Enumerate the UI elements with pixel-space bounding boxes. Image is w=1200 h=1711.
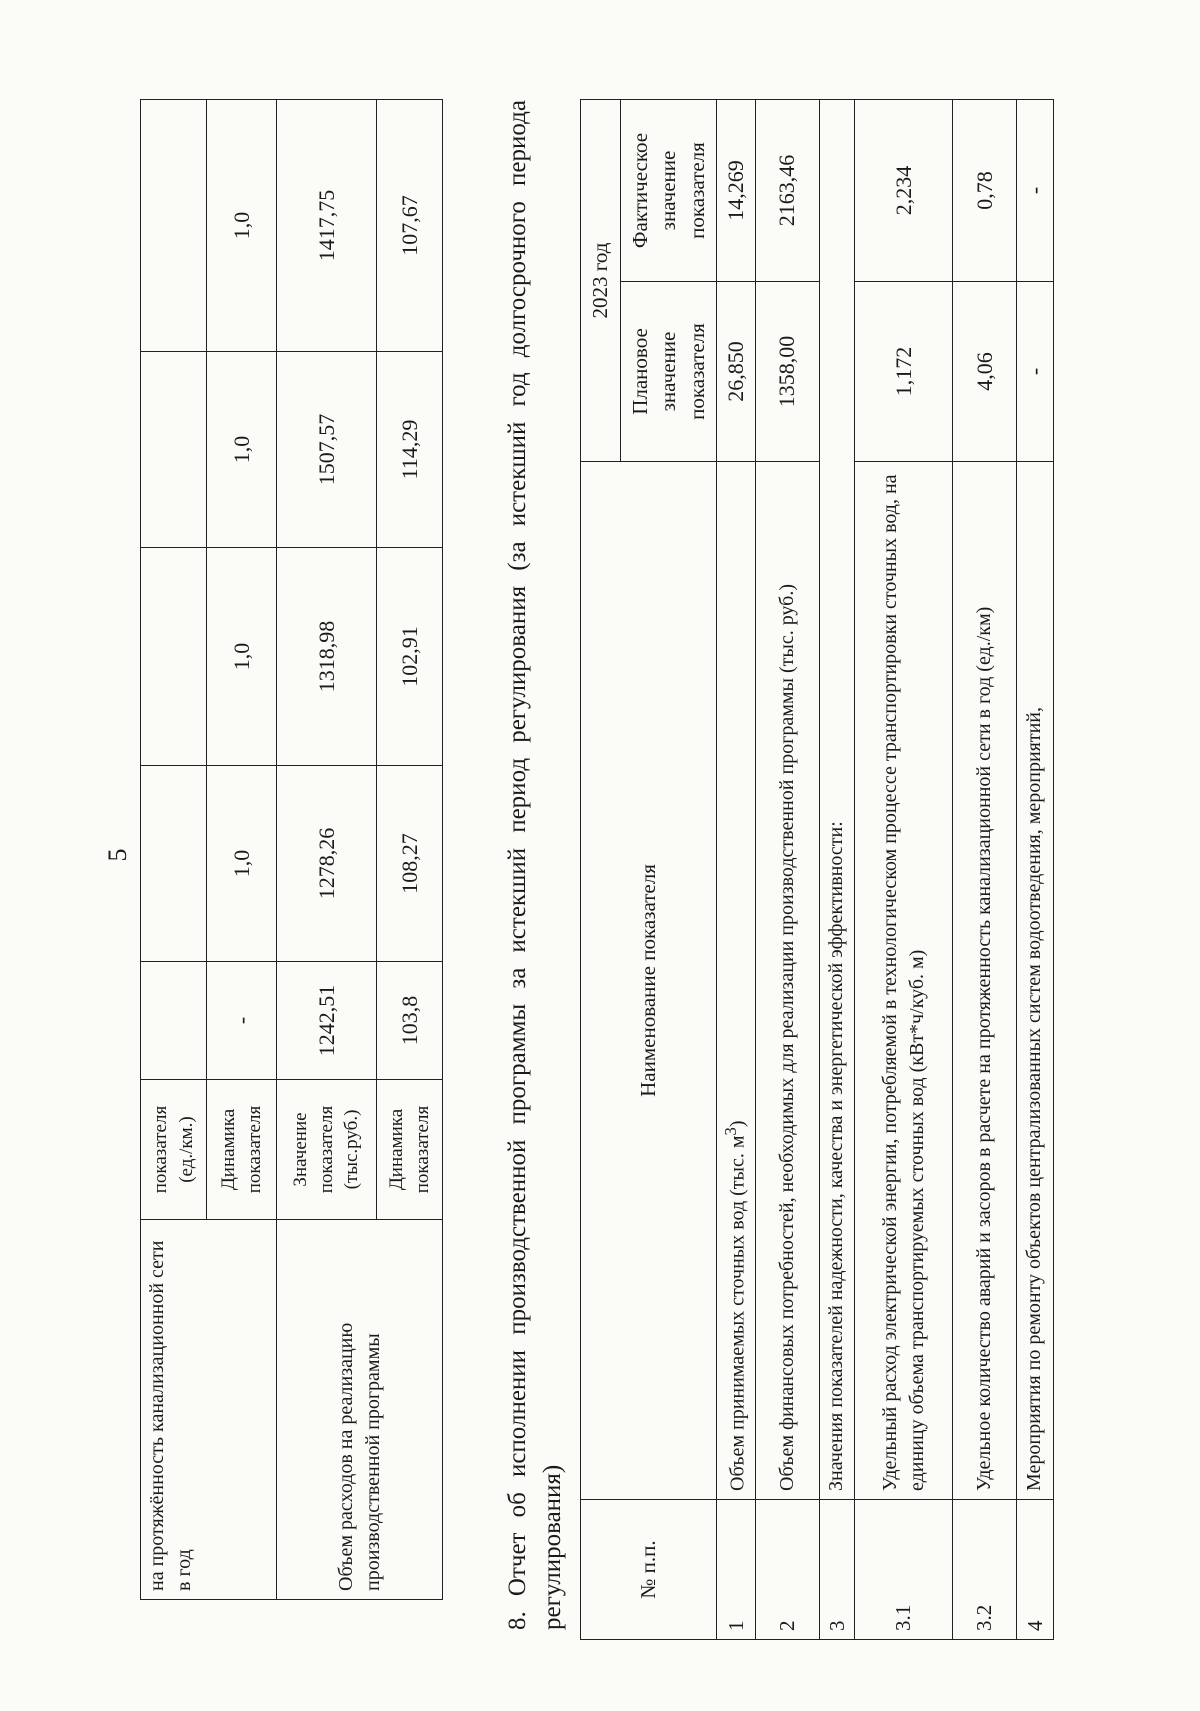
cell-value: 103,8 [377, 962, 443, 1080]
table-row [855, 99, 953, 1639]
table-row [141, 100, 207, 1600]
row-name: Объем принимаемых сточных вод (тыс. $м^3$) [717, 462, 756, 1500]
cell-value: 1278,26 [277, 766, 377, 962]
cell-value: 1242,51 [277, 962, 377, 1080]
cell-value: 107,67 [377, 100, 443, 352]
row-num: 2 [755, 1500, 819, 1640]
table-row [1017, 99, 1054, 1639]
row-num: 4 [1017, 1500, 1054, 1640]
cell-value: 1417,75 [277, 100, 377, 352]
table-header-row [581, 99, 621, 1639]
row-plan: 4,06 [953, 282, 1017, 462]
row-name: Удельное количество аварий и засоров в расчете на протяженность канализационной сети в год (ед./км) [953, 462, 1017, 1500]
cell-value: 1,0 [207, 766, 277, 962]
sub-label-unit: показателя (ед./км.) [141, 1080, 207, 1220]
cell-value: 1,0 [207, 352, 277, 548]
sub-label-dynamics: Динамика показателя [207, 1080, 277, 1220]
cell-value [141, 766, 207, 962]
header-num: № п.п. [581, 1500, 717, 1640]
row-plan: 26,850 [717, 282, 756, 462]
header-year: 2023 год [581, 99, 621, 461]
sub-label-dynamics: Динамика показателя [377, 1080, 443, 1220]
cell-value: - [207, 962, 277, 1080]
rotated-page-content [140, 80, 1120, 1690]
row-name: Удельный расход электрической энергии, потребляемой в технологическом процессе транспортировки сточных вод, на единицу объема транспортируемых сточных вод (кВт*ч/куб. м) [855, 462, 953, 1500]
cell-value [141, 548, 207, 766]
sub-label-value: Значение показателя (тыс.руб.) [277, 1080, 377, 1220]
table-row [277, 100, 377, 1600]
row-plan: 1358,00 [755, 282, 819, 462]
row-fact: 2163,46 [755, 99, 819, 281]
cell-value: 1507,57 [277, 352, 377, 548]
cell-value: 1318,98 [277, 548, 377, 766]
cell-value [141, 100, 207, 352]
row-plan: 1,172 [855, 282, 953, 462]
top-table [140, 99, 443, 1600]
row-fact: 2,234 [855, 99, 953, 281]
cell-value: 1,0 [207, 548, 277, 766]
row-name: Значения показателей надежности, качества и энергетической эффективности: [819, 99, 854, 1499]
row-fact: - [1017, 99, 1054, 281]
header-name: Наименование показателя [581, 462, 717, 1500]
report-table [580, 99, 1054, 1640]
row-plan: - [1017, 282, 1054, 462]
cell-value [141, 962, 207, 1080]
header-plan: Плановое значение показателя [621, 282, 717, 462]
table-row [717, 99, 756, 1639]
table-row [755, 99, 819, 1639]
table-row [953, 99, 1017, 1639]
page-number: 5 [103, 848, 132, 862]
cell-value: 1,0 [207, 100, 277, 352]
table-row [819, 99, 854, 1639]
row-label-network: на протяжённость канализационной сети в год [141, 1220, 277, 1600]
cell-value: 108,27 [377, 766, 443, 962]
row-name: Мероприятия по ремонту объектов централизованных систем водоотведения, мероприятий, [1017, 462, 1054, 1500]
row-fact: 0,78 [953, 99, 1017, 281]
section-heading: 8. Отчет об исполнении производственной программы за истекший период регулирования (за истекший год долгосрочного периода регулирования) [504, 100, 566, 1630]
header-fact: Фактическое значение показателя [621, 99, 717, 281]
row-label-expenses: Объем расходов на реализацию производственной программы [277, 1220, 443, 1600]
cell-value [141, 352, 207, 548]
cell-value: 102,91 [377, 548, 443, 766]
row-num: 1 [717, 1500, 756, 1640]
cell-value: 114,29 [377, 352, 443, 548]
row-num: 3.1 [855, 1500, 953, 1640]
row-name: Объем финансовых потребностей, необходимых для реализации производственной программы (тыс. руб.) [755, 462, 819, 1500]
row-num: 3 [819, 1500, 854, 1640]
row-fact: 14,269 [717, 99, 756, 281]
row-num: 3.2 [953, 1500, 1017, 1640]
